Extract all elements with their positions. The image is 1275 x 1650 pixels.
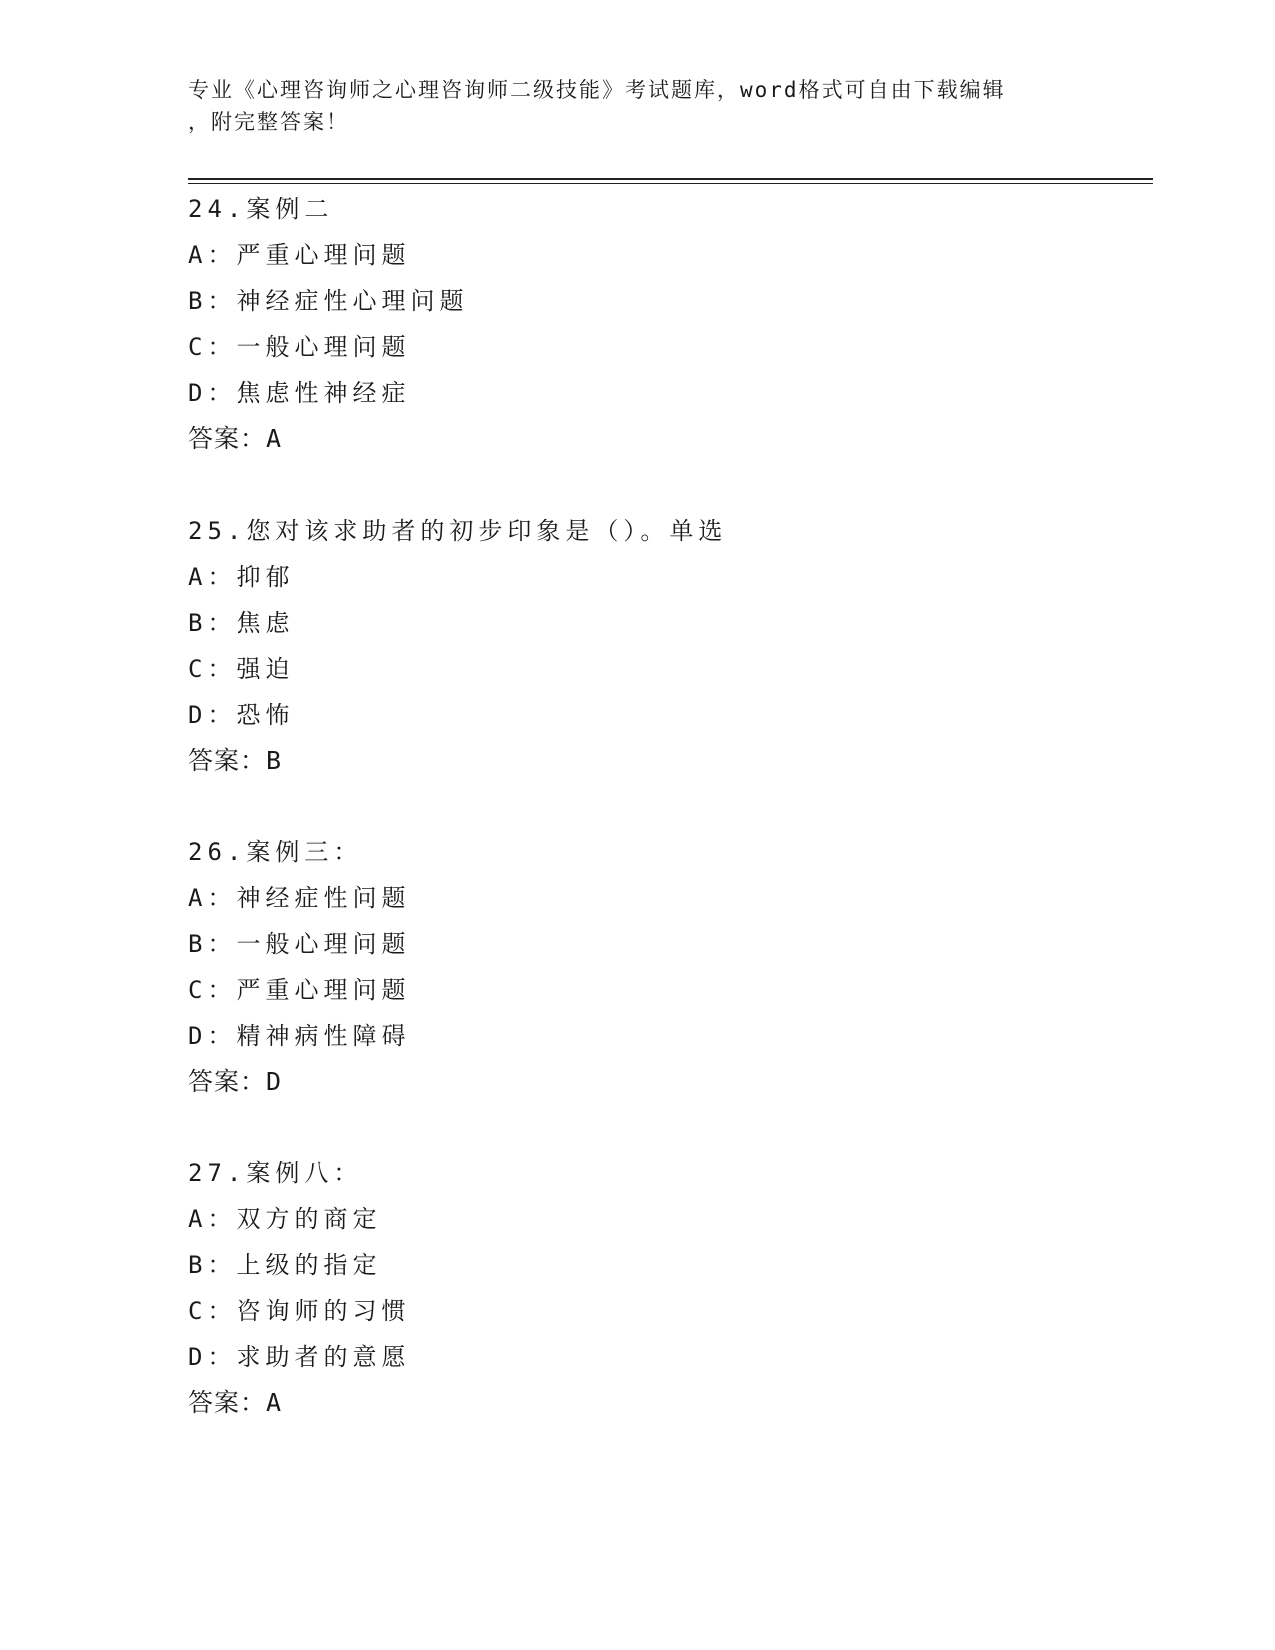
option-b: B：神经症性心理问题 <box>188 287 469 315</box>
option-d: D：恐怖 <box>188 701 295 729</box>
header-line-2: ，附完整答案！ <box>188 110 349 134</box>
option-d: D：焦虑性神经症 <box>188 379 411 407</box>
answer-line <box>188 416 1088 462</box>
option-d: D：精神病性障碍 <box>188 1022 411 1050</box>
option-b: B：上级的指定 <box>188 1251 382 1279</box>
answer-value: A <box>266 424 283 453</box>
question-stem: 24.案例二 <box>188 195 334 223</box>
question-24 <box>188 186 1088 462</box>
header-divider-thin <box>188 183 1153 184</box>
option-b: B：焦虑 <box>188 609 295 637</box>
option-c: C：严重心理问题 <box>188 976 411 1004</box>
option-a: A：双方的商定 <box>188 1205 382 1233</box>
question-26 <box>188 829 1088 1105</box>
answer-line <box>188 1059 1088 1105</box>
answer-line <box>188 738 1088 784</box>
answer-value: A <box>266 1388 283 1417</box>
question-stem: 25.您对该求助者的初步印象是（）。单选 <box>188 517 728 545</box>
option-a: A：神经症性问题 <box>188 884 411 912</box>
answer-label: 答案： <box>188 1388 267 1417</box>
answer-line <box>188 1380 1088 1426</box>
answer-label: 答案： <box>188 424 267 453</box>
header-divider-thick <box>188 178 1153 180</box>
option-b: B：一般心理问题 <box>188 930 411 958</box>
document-header <box>188 74 1088 138</box>
answer-value: D <box>266 1067 283 1096</box>
question-stem: 27.案例八： <box>188 1159 363 1187</box>
answer-value: B <box>266 746 283 775</box>
option-a: A：抑郁 <box>188 563 295 591</box>
answer-label: 答案： <box>188 746 267 775</box>
option-d: D：求助者的意愿 <box>188 1343 411 1371</box>
option-c: C：一般心理问题 <box>188 333 411 361</box>
question-stem: 26.案例三： <box>188 838 363 866</box>
header-line-1: 专业《心理咨询师之心理咨询师二级技能》考试题库，word格式可自由下载编辑 <box>188 78 1006 102</box>
answer-label: 答案： <box>188 1067 267 1096</box>
option-c: C：强迫 <box>188 655 295 683</box>
option-c: C：咨询师的习惯 <box>188 1297 411 1325</box>
question-25 <box>188 508 1088 784</box>
question-27 <box>188 1150 1088 1426</box>
option-a: A：严重心理问题 <box>188 241 411 269</box>
